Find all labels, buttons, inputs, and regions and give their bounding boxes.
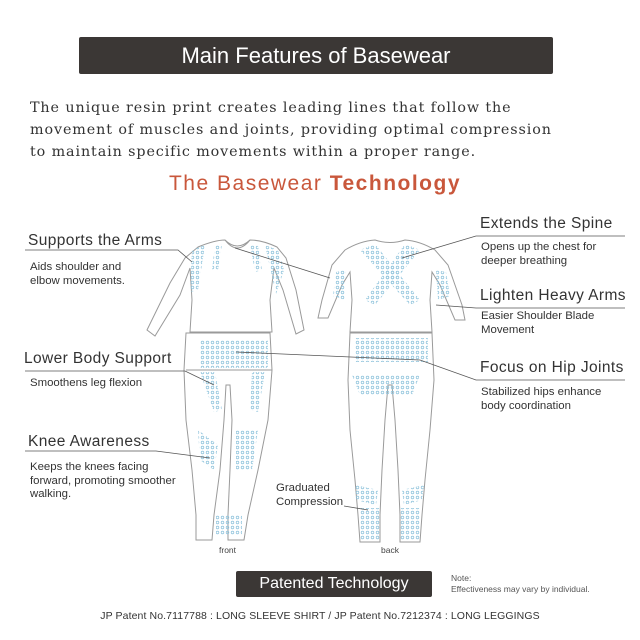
- intro-line: to maintain specific movements within a proper range.: [30, 144, 477, 160]
- feature-desc-line: Keeps the knees facing: [30, 461, 149, 473]
- feature-desc-lower-body: [30, 377, 142, 391]
- technology-heading-normal: The Basewear: [168, 172, 330, 195]
- effectiveness-note: [451, 573, 590, 595]
- feature-title-lower-body: Lower Body Support: [24, 350, 172, 367]
- feature-title-supports-arms: Supports the Arms: [28, 232, 163, 249]
- technology-heading-bold: Technology: [329, 172, 462, 195]
- feature-desc-lighten-arms: [481, 310, 594, 337]
- intro-line: movement of muscles and joints, providing optimal compression: [30, 122, 552, 138]
- feature-desc-line: elbow movements.: [30, 274, 125, 287]
- graduated-compression-label: [276, 482, 343, 509]
- feature-desc-line: Stabilized hips enhance: [481, 386, 602, 398]
- graduated-line: Compression: [276, 495, 344, 508]
- graduated-line: Graduated: [276, 482, 330, 494]
- feature-desc-knee-awareness: [30, 461, 176, 502]
- feature-desc-hip-joints: [481, 386, 601, 413]
- back-label: back: [381, 545, 399, 555]
- patent-numbers: JP Patent No.7117788 : LONG SLEEVE SHIRT / JP Patent No.7212374 : LONG LEGGINGS: [100, 610, 540, 622]
- feature-title-extends-spine: Extends the Spine: [480, 215, 613, 232]
- front-label: front: [219, 545, 237, 555]
- feature-desc-line: deeper breathing: [481, 254, 568, 267]
- feature-desc-extends-spine: [481, 241, 596, 268]
- feature-desc-line: body coordination: [481, 399, 571, 412]
- feature-title-hip-joints: Focus on Hip Joints: [480, 359, 624, 376]
- feature-desc-supports-arms: [30, 261, 125, 288]
- note-label: Note:: [451, 573, 472, 583]
- feature-title-knee-awareness: Knee Awareness: [28, 433, 150, 450]
- feature-title-lighten-arms: Lighten Heavy Arms: [480, 287, 626, 304]
- front-shirt: [147, 240, 304, 336]
- feature-desc-line: Easier Shoulder Blade: [481, 310, 595, 322]
- feature-desc-line: walking.: [30, 488, 72, 500]
- patented-technology-badge: Patented Technology: [236, 571, 432, 597]
- feature-desc-line: Movement: [481, 323, 535, 336]
- feature-desc-line: Smoothens leg flexion: [30, 377, 143, 389]
- feature-desc-line: forward, promoting smoother: [30, 474, 176, 487]
- page-title: Main Features of Basewear: [79, 37, 553, 74]
- note-text: Effectiveness may vary by individual.: [451, 584, 590, 594]
- feature-desc-line: Aids shoulder and: [30, 261, 122, 273]
- intro-line: The unique resin print creates leading lines that follow the: [30, 100, 512, 116]
- feature-desc-line: Opens up the chest for: [481, 241, 597, 253]
